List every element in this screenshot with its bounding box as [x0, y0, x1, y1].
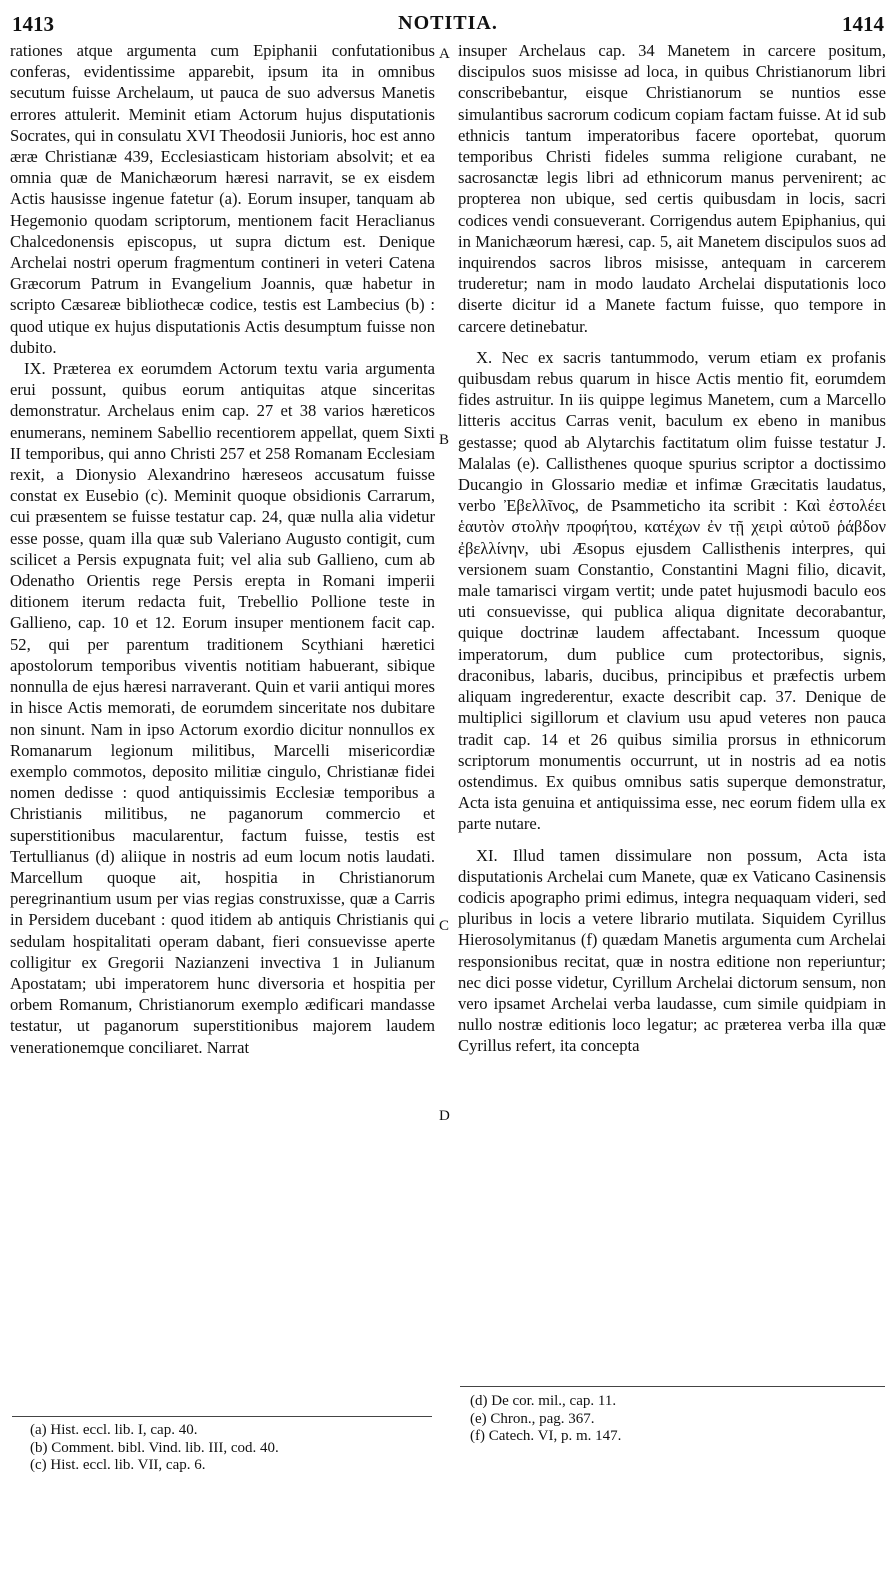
left-paragraph-2: IX. Præterea ex eorumdem Actorum textu varia argumenta erui possunt, quibus eorum antiquitas atque sinceritas demonstratur. Archelaus enim cap. 27 et 38 varios hæreticos enumerans, neminem Sabellio recentiorem appellat, quem Sixti II temporibus, qui anno Christi 257 et 258 Romanam Ecclesiam rexit, a Dionysio Alexandrino hæreseos accusatum fuisse constat ex Eusebio (c). Meminit quoque obsidionis Carrarum, cui præsentem se fuisse testatur cap. 24, quæ nulla alia videtur esse posse, quam illa quæ sub Valeriano Augusto contigit, cum scilicet a Persis expugnata fuit; vel alia sub Gallieno, cum ab Odenatho Orientis rege Persis erepta in Romani imperii ditionem iterum redacta fuit, Trebellio Pollione teste in Gallieno, cap. 10 et 12. Eorum insuper mentionem facit cap. 52, qui per parentum traditionem Scythiani hæretici apostolorum temporibus viventis notitiam habuerant, sibique nonnulla de ejus hæresi narraverant. Quin et varii antiqui mores in hisce Actis memorati, de eorumdem sinceritate nos dubitare non sinunt. Nam in ipso Actorum exordio dicitur nonnullos ex Romanarum legionum militibus, Marcelli misericordiæ exemplo commotos, deposito militiæ cingulo, Christianæ fidei nomen dedisse : quod antiquissimis Ecclesiæ temporibus a Christianis militibus, ne paganorum commercio et superstitionibus macularentur, factum fuisse, testis est Tertullianus (d) aliique in nostris ad eum locum notis laudati. Marcellum quoque ait, hospitia in Christianorum peregrinantium usum per vias regias construxisse, quæ a Carris in Persidem ducebant : quod itidem ab antiquis Christianis qui sedulam hospitalitati operam dabant, fieri consuevisse aperte colligitur ex Gregorii Nazianzeni invectiva 1 in Julianum Apostatam; ubi imperatorem hunc diversoria et hospitia per orbem Romanum, Christianorum exemplo ædificari mandasse testatur, ut paganorum superstitionibus majorem laudem venerationemque conciliaret. Narrat: [10, 359, 435, 1057]
left-column: [10, 40, 435, 1058]
right-paragraph-3: XI. Illud tamen dissimulare non possum, Acta ista disputationis Archelai cum Manete, quæ ex Vaticano Casinensis codicis apographo primi edimus, integra nequaquam videri, sed pluribus in locis a vetere librario mutilata. Siquidem Cyrillus Hierosolymitanus (f) quædam Manetis argumenta cum Archelai responsionibus recitat, quæ in nostra editione non reperiuntur; nec dici posse videtur, Cyrillum Archelai dictorum sensum, non vero ipsamet Archelai verba laudasse, cum simile quidpiam in nullo nostræ editionis loco legatur; ac præterea verba illa quæ Cyrillus refert, ita concepta: [458, 845, 886, 1056]
margin-marker-d: D: [439, 1108, 450, 1124]
footnote-f: (f) Catech. VI, p. m. 147.: [470, 1428, 622, 1444]
footnotes-left: [30, 1422, 430, 1475]
right-paragraph-2: X. Nec ex sacris tantummodo, verum etiam ex profanis quibusdam rebus quarum in hisce Actis mentio fit, eorumdem fides astruitur. In iis quippe legimus Manetem, cum a Marcello litteris accitus Carras venit, baculum ex ebeno in manibus gestasse; quod ab Alytarchis factitatum olim fuisse testatur J. Malalas (e). Callisthenes quoque spurius scriptor a doctissimo Ducangio in Glossario mediæ et infimæ Græcitatis laudatus, verbo Ἐβελλῖνος, de Psammeticho ita scribit : Καὶ ἐστολέει ἑαυτὸν στολὴν προφήτου, κατέχων ἐν τῇ χειρὶ αὐτοῦ ῥάβδον ἐβελλίνην, ubi Æsopus ejusdem Callisthenis interpres, qui versionem suam Constantio, Constantini Magni filio, dicavit, male tamarisci virgam vertit; unde patet hujusmodi baculo eos uti consuevisse, qui publica aliqua dignitate decorabantur, quique doctrinæ laudem affectabant. Incessum quoque imperatorum, dum publice cum protectoribus, signis, draconibus, labaris, ducibus, principibus et præfectis urbem aliquam ingrederentur, exacte describit cap. 37. Denique de multiplici sigillorum et clavium usu apud veteres non pauca tradit cap. 14 et 26 quibus similia prorsus in ethnicorum scriptorum monumentis occurrunt, ut in nostris ad ea notis ostendimus. Ex quibus omnibus satis superque demonstratur, Acta ista genuina et antiquissima esse, nec eorum fidem ulla ex parte nutare.: [458, 347, 886, 834]
footnote-rule-left: [12, 1416, 432, 1417]
footnote-a: (a) Hist. eccl. lib. I, cap. 40.: [30, 1422, 198, 1438]
right-paragraph-1: insuper Archelaus cap. 34 Manetem in carcere positum, discipulos suos misisse ad loca, in quibus Christianorum libri conscribebantur, eisque Christianorum se nuntios esse simulantibus sacrorum codicum copiam factam fuisse. At id sub ethnicis tantum imperatoribus facere oportebat, quorum temporibus Christi fideles summa religione curabant, ne sacrosanctæ legis libri ad ethnicorum manus pervenirent; ac propterea non ubique, sed certis quibusdam in locis, sacri codices vendi consueverant. Corrigendus autem Epiphanius, qui in Manichæorum hæresi, cap. 5, ait Manetem discipulos suos ad inquirendos sacros libros misisse, antequam in carcerem truderetur; nam in modo laudato Archelai disputationis loco diserte dicitur id a Manete factum fuisse, quo tempore in carcere detinebatur.: [458, 41, 886, 336]
footnote-e: (e) Chron., pag. 367.: [470, 1410, 595, 1427]
footnote-d: (d) De cor. mil., cap. 11.: [470, 1393, 617, 1409]
page-number-right: 1414: [842, 12, 884, 36]
running-title: NOTITIA.: [398, 12, 498, 34]
footnote-rule-right: [460, 1386, 885, 1387]
left-paragraph-1: rationes atque argumenta cum Epiphanii confutationibus conferas, evidentissime apparebit, ipsum ita in omnibus secutum fuisse Archelaum, ut pauca de suo adversus Manetis errores attulerit. Meminit etiam Actorum hujus disputationis Socrates, qui in consulatu XVI Theodosii Junioris, hoc est anno æræ Christianæ 439, Ecclesiasticam historiam absolvit; et ea omnia quæ de Manichæorum hæresi narravit, se ex eisdem Actis hausisse ingenue fatetur (a). Eorum insuper, tanquam ab Hegemonio quodam scriptorum, mentionem facit Heraclianus Chalcedonensis episcopus, ut supra dictum est. Denique Archelai nostri operum fragmentum contineri in veteri Catena Græcorum Patrum in Evangelium Joannis, quæ habetur in scripto Cæsareæ bibliothecæ codice, testis est Lambecius (b) : quod utique ex hujus disputationis Actis desumptum fuisse non dubito.: [10, 41, 435, 357]
margin-marker-b: B: [439, 432, 450, 448]
margin-marker-a: A: [439, 46, 450, 62]
footnotes-right: [470, 1393, 870, 1446]
right-column: [458, 40, 886, 1057]
page-number-left: 1413: [12, 12, 54, 36]
margin-marker-c: C: [439, 918, 450, 934]
footnote-c: (c) Hist. eccl. lib. VII, cap. 6.: [30, 1457, 206, 1473]
footnote-b: (b) Comment. bibl. Vind. lib. III, cod. 40.: [30, 1439, 279, 1456]
running-header: [10, 6, 886, 40]
